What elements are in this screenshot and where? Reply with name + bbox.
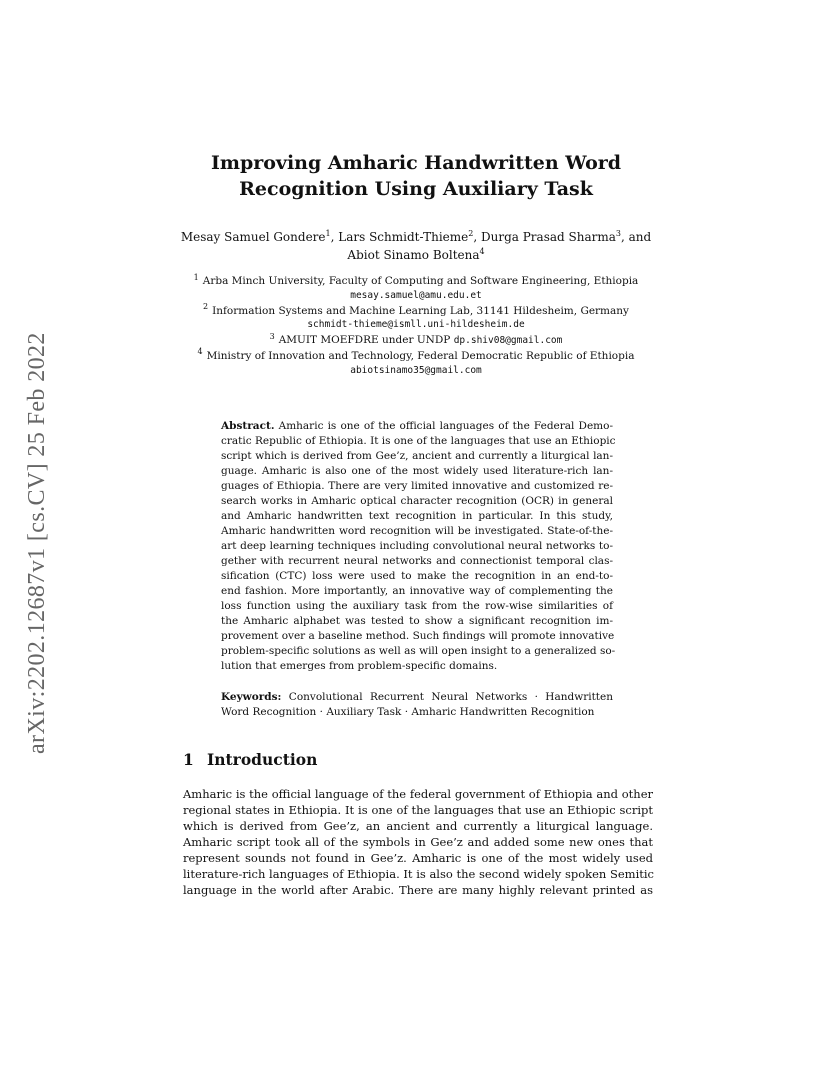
affiliation-mark: 2 <box>468 229 474 238</box>
abstract-line: and Amharic handwritten text recognition in particular. In this study, <box>221 510 613 522</box>
abstract-label: Abstract. <box>221 420 275 432</box>
author-name: Mesay Samuel Gondere <box>180 230 326 244</box>
abstract <box>221 419 616 674</box>
affiliation-email[interactable]: schmidt-thieme@ismll.uni-hildesheim.de <box>307 319 525 331</box>
section-title: Introduction <box>207 750 318 769</box>
affiliation-mark: 1 <box>325 229 331 238</box>
author-line <box>170 246 662 264</box>
abstract-line: the Amharic alphabet was tested to show a significant recognition im- <box>221 615 613 627</box>
body-line: regional states in Ethiopia. It is one of the languages that use an Ethiopic script <box>183 803 653 817</box>
affiliation-mark: 3 <box>269 331 275 341</box>
abstract-line: script which is derived from Gee’z, ancient and currently a liturgical lan- <box>221 450 613 462</box>
abstract-line: provement over a baseline method. Such findings will promote innovative <box>221 630 615 642</box>
section-body <box>183 786 653 898</box>
affiliation-text: Ministry of Innovation and Technology, Federal Democratic Republic of Ethiopia <box>206 349 635 362</box>
abstract-line: sification (CTC) loss were used to make the recognition in an end-to- <box>221 570 613 582</box>
affiliation <box>170 274 662 289</box>
affiliation-mark: 1 <box>193 272 199 282</box>
abstract-text: Amharic is one of the official languages of the Federal Demo- <box>278 420 613 432</box>
affiliation-mark: 2 <box>203 302 209 312</box>
paper-title <box>160 150 672 202</box>
abstract-line: Amharic handwritten word recognition will be investigated. State-of-the- <box>221 525 613 537</box>
abstract-line: end fashion. More importantly, an innovative way of complementing the <box>221 585 613 597</box>
author-name: Abiot Sinamo Boltena <box>347 248 480 262</box>
body-line: literature-rich languages of Ethiopia. It is also the second widely spoken Semitic <box>183 867 654 881</box>
affiliation-mark: 4 <box>197 347 203 357</box>
affiliation-mark: 4 <box>479 247 485 256</box>
affiliation-text: AMUIT MOEFDRE under UNDP <box>278 334 451 347</box>
affiliation-text: Information Systems and Machine Learning Lab, 31141 Hildesheim, Germany <box>212 304 629 317</box>
abstract-line: gether with recurrent neural networks and connectionist temporal clas- <box>221 555 613 567</box>
body-line: which is derived from Gee’z, an ancient and currently a liturgical language. <box>183 819 653 833</box>
affiliation <box>170 333 662 349</box>
abstract-line: cratic Republic of Ethiopia. It is one of the languages that use an Ethiopic <box>221 435 616 447</box>
keywords <box>221 690 613 720</box>
author-name: Durga Prasad Sharma <box>481 230 616 244</box>
keywords-label: Keywords: <box>221 691 282 703</box>
affiliation-email[interactable]: dp.shiv08@gmail.com <box>453 335 563 347</box>
affiliation-text: Arba Minch University, Faculty of Computing and Software Engineering, Ethiopia <box>202 275 639 287</box>
affiliation-email[interactable]: mesay.samuel@amu.edu.et <box>350 289 482 301</box>
keywords-line: Word Recognition · Auxiliary Task · Amharic Handwritten Recognition <box>221 706 595 718</box>
abstract-line <box>221 419 613 434</box>
affiliation-email[interactable]: abiotsinamo35@gmail.com <box>350 364 482 376</box>
abstract-line: problem-specific solutions as well as will open insight to a generalized so- <box>221 645 616 657</box>
abstract-line: loss function using the auxiliary task from the row-wise similarities of <box>221 600 613 612</box>
keywords-text: Convolutional Recurrent Neural Networks · Handwritten <box>288 691 613 703</box>
affiliation-mark: 3 <box>615 229 621 238</box>
author-list <box>170 228 662 264</box>
body-line: Amharic is the official language of the federal government of Ethiopia and other <box>183 787 653 801</box>
affiliation <box>170 349 662 364</box>
body-line: Amharic script took all of the symbols in Gee’z and added some new ones that <box>183 835 653 849</box>
keywords-line <box>221 690 613 705</box>
affiliation-list <box>170 274 662 379</box>
title-line: Improving Amharic Handwritten Word <box>210 152 622 174</box>
author-conjunction: , and <box>620 230 652 244</box>
body-line: represent sounds not found in Gee’z. Amharic is one of the most widely used <box>183 851 653 865</box>
abstract-line: art deep learning techniques including convolutional neural networks to- <box>221 540 613 552</box>
abstract-line: guage. Amharic is also one of the most widely used literature-rich lan- <box>221 465 613 477</box>
author-name: Lars Schmidt-Thieme <box>338 230 469 244</box>
section-heading <box>183 750 317 769</box>
section-number: 1 <box>183 750 194 769</box>
abstract-line: guages of Ethiopia. There are very limited innovative and customized re- <box>221 480 613 492</box>
author-line <box>170 228 662 246</box>
body-line: language in the world after Arabic. There are many highly relevant printed as <box>183 883 653 897</box>
title-line: Recognition Using Auxiliary Task <box>239 178 593 200</box>
arxiv-identifier[interactable]: arXiv:2202.12687v1 [cs.CV] 25 Feb 2022 <box>24 332 50 754</box>
author-separator: , <box>330 230 339 244</box>
abstract-line: lution that emerges from problem-specific domains. <box>221 660 498 672</box>
abstract-line: search works in Amharic optical character recognition (OCR) in general <box>221 495 613 507</box>
affiliation <box>170 304 662 319</box>
author-separator: , <box>473 230 481 244</box>
